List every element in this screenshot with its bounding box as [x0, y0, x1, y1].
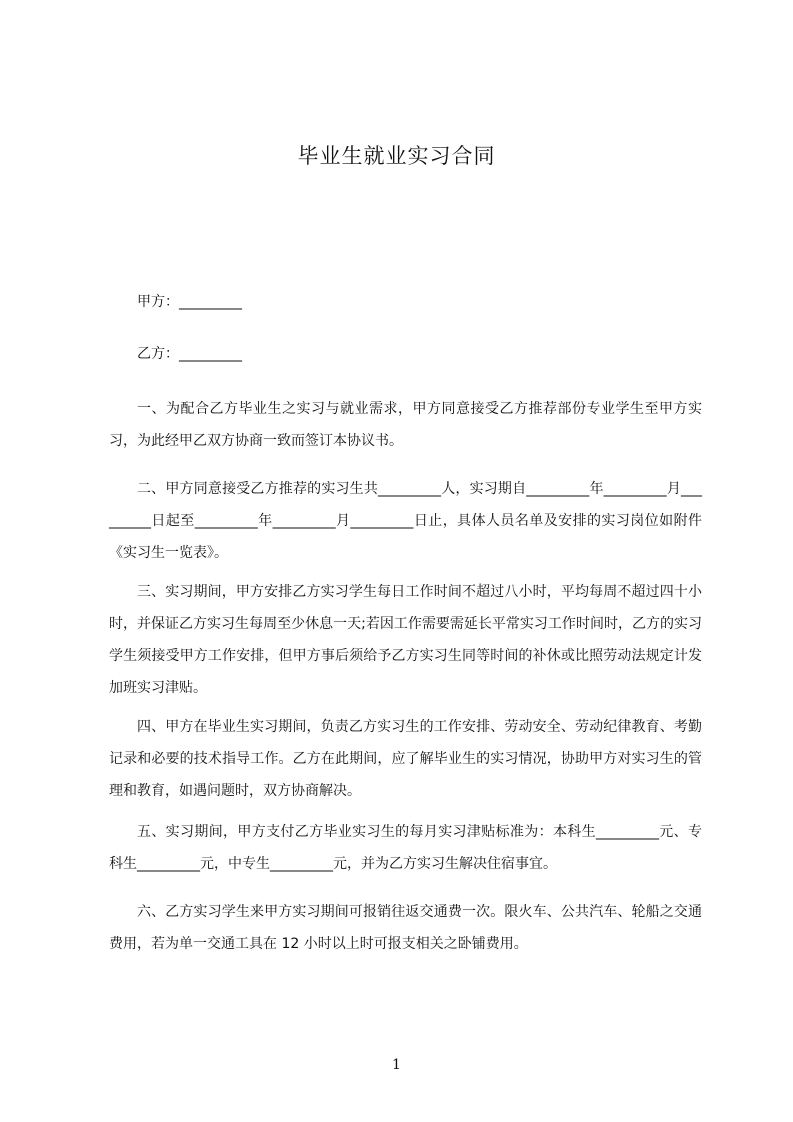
- clause-5: 五、实习期间，甲方支付乙方毕业实习生的每月实习津贴标准为：本科生_________元、专科生_________元，中专生_________元，并为乙方实习生解决住宿事宜。: [109, 824, 702, 872]
- party-a-line: 甲方：_________: [137, 294, 242, 310]
- clause-1: 一、为配合乙方毕业生之实习与就业需求，甲方同意接受乙方推荐部份专业学生至甲方实习，为此经甲乙双方协商一致而签订本协议书。: [109, 401, 702, 449]
- party-b-line: 乙方：_________: [137, 346, 242, 362]
- document-title: 毕业生就业实习合同: [297, 144, 496, 168]
- clause-2: 二、甲方同意接受乙方推荐的实习生共_________人，实习期自_________年_________月_________日起至_________年_________月_________日止，具体人员名单及安排的实习岗位如附件《实习生一览表》。: [109, 481, 702, 561]
- clause-6: 六、乙方实习学生来甲方实习期间可报销往返交通费一次。限火车、公共汽车、轮船之交通费用，若为单一交通工具在 12 小时以上时可报支相关之卧铺费用。: [109, 904, 702, 952]
- page-number: 1: [392, 1057, 401, 1073]
- clause-4: 四、甲方在毕业生实习期间，负责乙方实习生的工作安排、劳动安全、劳动纪律教育、考勤记录和必要的技术指导工作。乙方在此期间，应了解毕业生的实习情况，协助甲方对实习生的管理和教育，如遇问题时，双方协商解决。: [109, 719, 702, 799]
- clause-3: 三、实习期间，甲方安排乙方实习学生每日工作时间不超过八小时，平均每周不超过四十小时，并保证乙方实习生每周至少休息一天;若因工作需要需延长平常实习工作时间时，乙方的实习学生须接受甲方工作安排，但甲方事后须给予乙方实习生同等时间的补休或比照劳动法规定计发加班实习津贴。: [109, 584, 702, 696]
